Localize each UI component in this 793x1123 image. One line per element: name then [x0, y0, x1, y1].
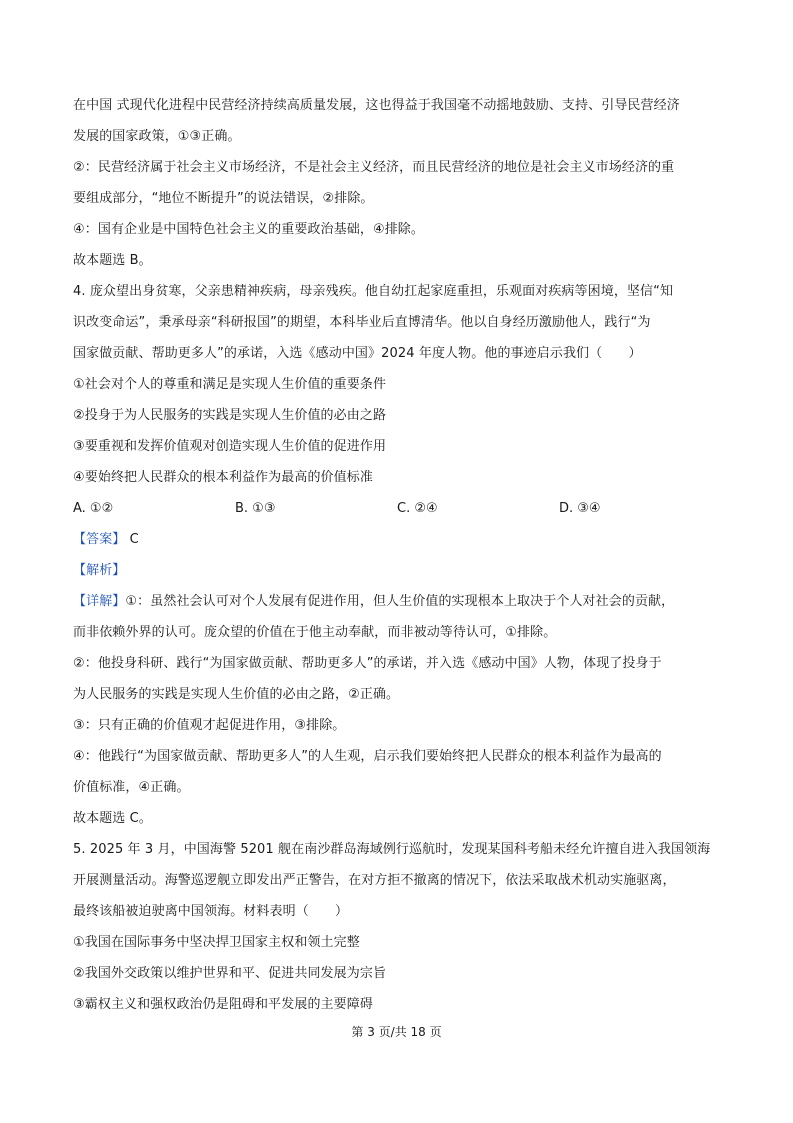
text-line: 要组成部分，“地位不断提升”的说法错误，②排除。 — [73, 191, 374, 206]
text-line: 而非依赖外界的认可。庞众望的价值在于他主动奉献，而非被动等待认可，①排除。 — [73, 625, 557, 640]
answer-options — [73, 493, 728, 524]
statement-3: ③霸权主义和强权政治仍是阻碍和平发展的主要障碍 — [73, 997, 373, 1012]
option-c: C. ②④ — [397, 501, 438, 516]
page-content — [73, 90, 728, 1020]
answer-value: C — [125, 532, 139, 547]
statement-4: ④要始终把人民群众的根本利益作为最高的价值标准 — [73, 470, 373, 485]
analysis-line — [73, 555, 728, 586]
answer-tag: 【答案】 — [73, 532, 126, 547]
text-line: ②：他投身科研、践行“为国家做贡献、帮助更多人”的承诺，并入选《感动中国》人物，体现了投身于 — [73, 656, 662, 671]
text-line: 发展的国家政策，①③正确。 — [73, 129, 241, 144]
question-4-stem: 国家做贡献、帮助更多人”的承诺，入选《感动中国》2024 年度人物。他的事迹启示我们（ ） — [73, 346, 642, 361]
question-5-stem: 开展测量活动。海警巡逻舰立即发出严正警告，在对方拒不撤离的情况下，依法采取战术机动实施驱离， — [73, 873, 676, 888]
statement-1: ①社会对个人的尊重和满足是实现人生价值的重要条件 — [73, 377, 387, 392]
question-5-stem: 最终该船被迫驶离中国领海。材料表明（ ） — [73, 904, 349, 919]
statement-2: ②投身于为人民服务的实践是实现人生价值的必由之路 — [73, 408, 387, 423]
option-d: D. ③④ — [559, 501, 601, 516]
text-line: ④：国有企业是中国特色社会主义的重要政治基础，④排除。 — [73, 222, 425, 237]
analysis-tag: 【解析】 — [73, 563, 126, 578]
text-line: 价值标准，④正确。 — [73, 780, 190, 795]
question-4-stem: 识改变命运”，秉承母亲“科研报国”的期望，本科毕业后直博清华。他以自身经历激励他人，践行“为 — [73, 315, 651, 330]
question-5-stem: 5. 2025 年 3 月，中国海警 5201 舰在南沙群岛海域例行巡航时，发现某国科考船未经允许擅自进入我国领海 — [73, 842, 711, 857]
question-4-stem: 4. 庞众望出身贫寒，父亲患精神疾病，母亲残疾。他自幼扛起家庭重担，乐观面对疾病等困境，坚信“知 — [73, 284, 674, 299]
detail-tag: 【详解】 — [73, 594, 126, 609]
text-line: ②：民营经济属于社会主义市场经济，不是社会主义经济，而且民营经济的地位是社会主义市场经济的重 — [73, 160, 675, 175]
text-line: ④：他践行“为国家做贡献、帮助更多人”的人生观，启示我们要始终把人民群众的根本利益作为最高的 — [73, 749, 662, 764]
statement-2: ②我国外交政策以维护世界和平、促进共同发展为宗旨 — [73, 966, 387, 981]
statement-1: ①我国在国际事务中坚决捍卫国家主权和领土完整 — [73, 935, 360, 950]
conclusion-line: 故本题选 C。 — [73, 811, 152, 826]
option-a: A. ①② — [73, 501, 114, 516]
option-b: B. ①③ — [235, 501, 276, 516]
detail-text: ①：虽然社会认可对个人发展有促进作用，但人生价值的实现根本上取决于个人对社会的贡献， — [125, 594, 675, 609]
page-footer: 第 3 页/共 18 页 — [351, 1025, 442, 1039]
text-line: 为人民服务的实践是实现人生价值的必由之路，②正确。 — [73, 687, 400, 702]
conclusion-line: 故本题选 B。 — [73, 253, 152, 268]
statement-3: ③要重视和发挥价值观对创造实现人生价值的促进作用 — [73, 439, 387, 454]
text-line: 在中国 式现代化进程中民营经济持续高质量发展，这也得益于我国毫不动摇地鼓励、支持、引导民营经济 — [73, 98, 680, 113]
detail-line — [73, 586, 728, 617]
answer-line — [73, 524, 728, 555]
text-line: ③：只有正确的价值观才起促进作用，③排除。 — [73, 718, 346, 733]
